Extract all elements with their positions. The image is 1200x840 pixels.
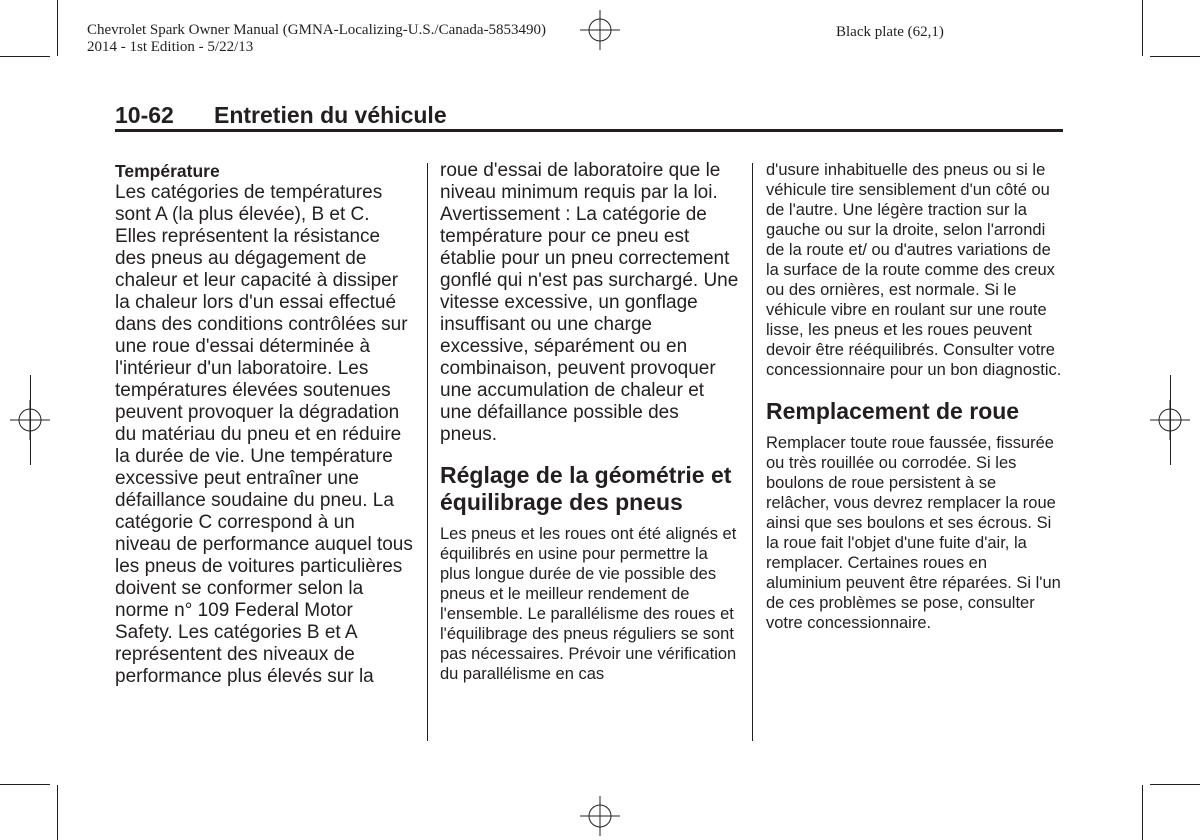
page-title: Entretien du véhicule <box>214 102 447 128</box>
paragraph-wheel-replacement: Remplacer toute roue faussée, fissurée ou très rouillée ou corrodée. Si les boulons de roue persistent à se relâcher, vous devrez remplacer la roue ainsi que ses boulons et ses écrous. Si la roue fait l'objet d'une fuite d'air, la remplacer. Certaines roues en aluminium peuvent être réparées. Si l'un de ces problèmes se pose, consulter votre concessionnaire. <box>766 434 1061 632</box>
crop-mark-top-right-h <box>1150 56 1200 57</box>
subheading-temperature: Température <box>115 161 220 181</box>
document-info-line-1: Chevrolet Spark Owner Manual (GMNA-Localizing-U.S./Canada-5853490) <box>87 22 547 38</box>
registration-mark-bottom <box>580 796 620 836</box>
crop-mark-bottom-right-h <box>1150 784 1200 785</box>
column-3 <box>766 160 1063 633</box>
paragraph-temperature: Les catégories de températures sont A (la plus élevée), B et C. Elles représentent la résistance des pneus au dégagement de chaleur et leur capacité à dissiper la chaleur lors d'un essai effectué dans des conditions contrôlées sur une roue d'essai déterminée à l'intérieur d'un laboratoire. Les températures élevées soutenues peuvent provoquer la dégradation du matériau du pneu et en réduire la durée de vie. Une température excessive peut entraîner une défaillance soudaine du pneu. La catégorie C correspond à un niveau de performance auquel tous les pneus de voitures particulières doivent se conformer selon la norme n° 109 Federal Motor Safety. Les catégories B et A représentent des niveaux de performance plus élevés sur la <box>115 182 413 687</box>
registration-rule-right <box>1170 375 1171 465</box>
crop-mark-top-right-v <box>1142 0 1143 56</box>
crop-mark-bottom-right-v <box>1142 785 1143 840</box>
crop-mark-top-left-h <box>0 56 50 57</box>
paragraph-alignment: Les pneus et les roues ont été alignés et équilibrés en usine pour permettre la plus longue durée de vie possible des pneus et le meilleur rendement de l'ensemble. Le parallélisme des roues et l'équilibrage des pneus réguliers se sont pas nécessaires. Prévoir une vérification du parallélisme en cas <box>440 525 737 683</box>
column-2 <box>440 160 740 684</box>
document-info <box>87 22 546 56</box>
column-divider-2 <box>752 163 753 741</box>
paragraph-alignment-continued: d'usure inhabituelle des pneus ou si le véhicule tire sensiblement d'un côté ou de l'autre. Une légère traction sur la gauche ou sur la droite, selon l'arrondi de la route et/ ou d'autres variations de la surface de la route comme des creux ou des ornières, est normale. Si le véhicule vibre en roulant sur une route lisse, les pneus et les roues peuvent devoir être rééquilibrés. Consulter votre concessionnaire pour un bon diagnostic. <box>766 161 1062 379</box>
crop-mark-bottom-left-h <box>0 784 50 785</box>
paragraph-temperature-continued: roue d'essai de laboratoire que le niveau minimum requis par la loi. Avertissement : La catégorie de température pour ce pneu est établie pour un pneu correctement gonflé qui n'est pas surchargé. Une vitesse excessive, un gonflage insuffisant ou une charge excessive, séparément ou en combinaison, peuvent provoquer une accumulation de chaleur et une défaillance possible des pneus. <box>440 160 739 445</box>
document-info-line-2: 2014 - 1st Edition - 5/22/13 <box>87 39 254 55</box>
crop-mark-top-left-v <box>57 0 58 56</box>
page-number: 10-62 <box>115 102 174 128</box>
crop-mark-bottom-left-v <box>57 785 58 840</box>
header-rule <box>115 129 1063 132</box>
registration-rule-left <box>30 375 31 465</box>
section-heading-alignment: Réglage de la géométrie et équilibrage des pneus <box>440 462 732 515</box>
section-heading-wheel-replacement: Remplacement de roue <box>766 398 1020 424</box>
registration-mark-top <box>580 10 620 50</box>
plate-label: Black plate (62,1) <box>836 24 944 40</box>
column-divider-1 <box>427 163 428 741</box>
column-1 <box>115 160 413 688</box>
